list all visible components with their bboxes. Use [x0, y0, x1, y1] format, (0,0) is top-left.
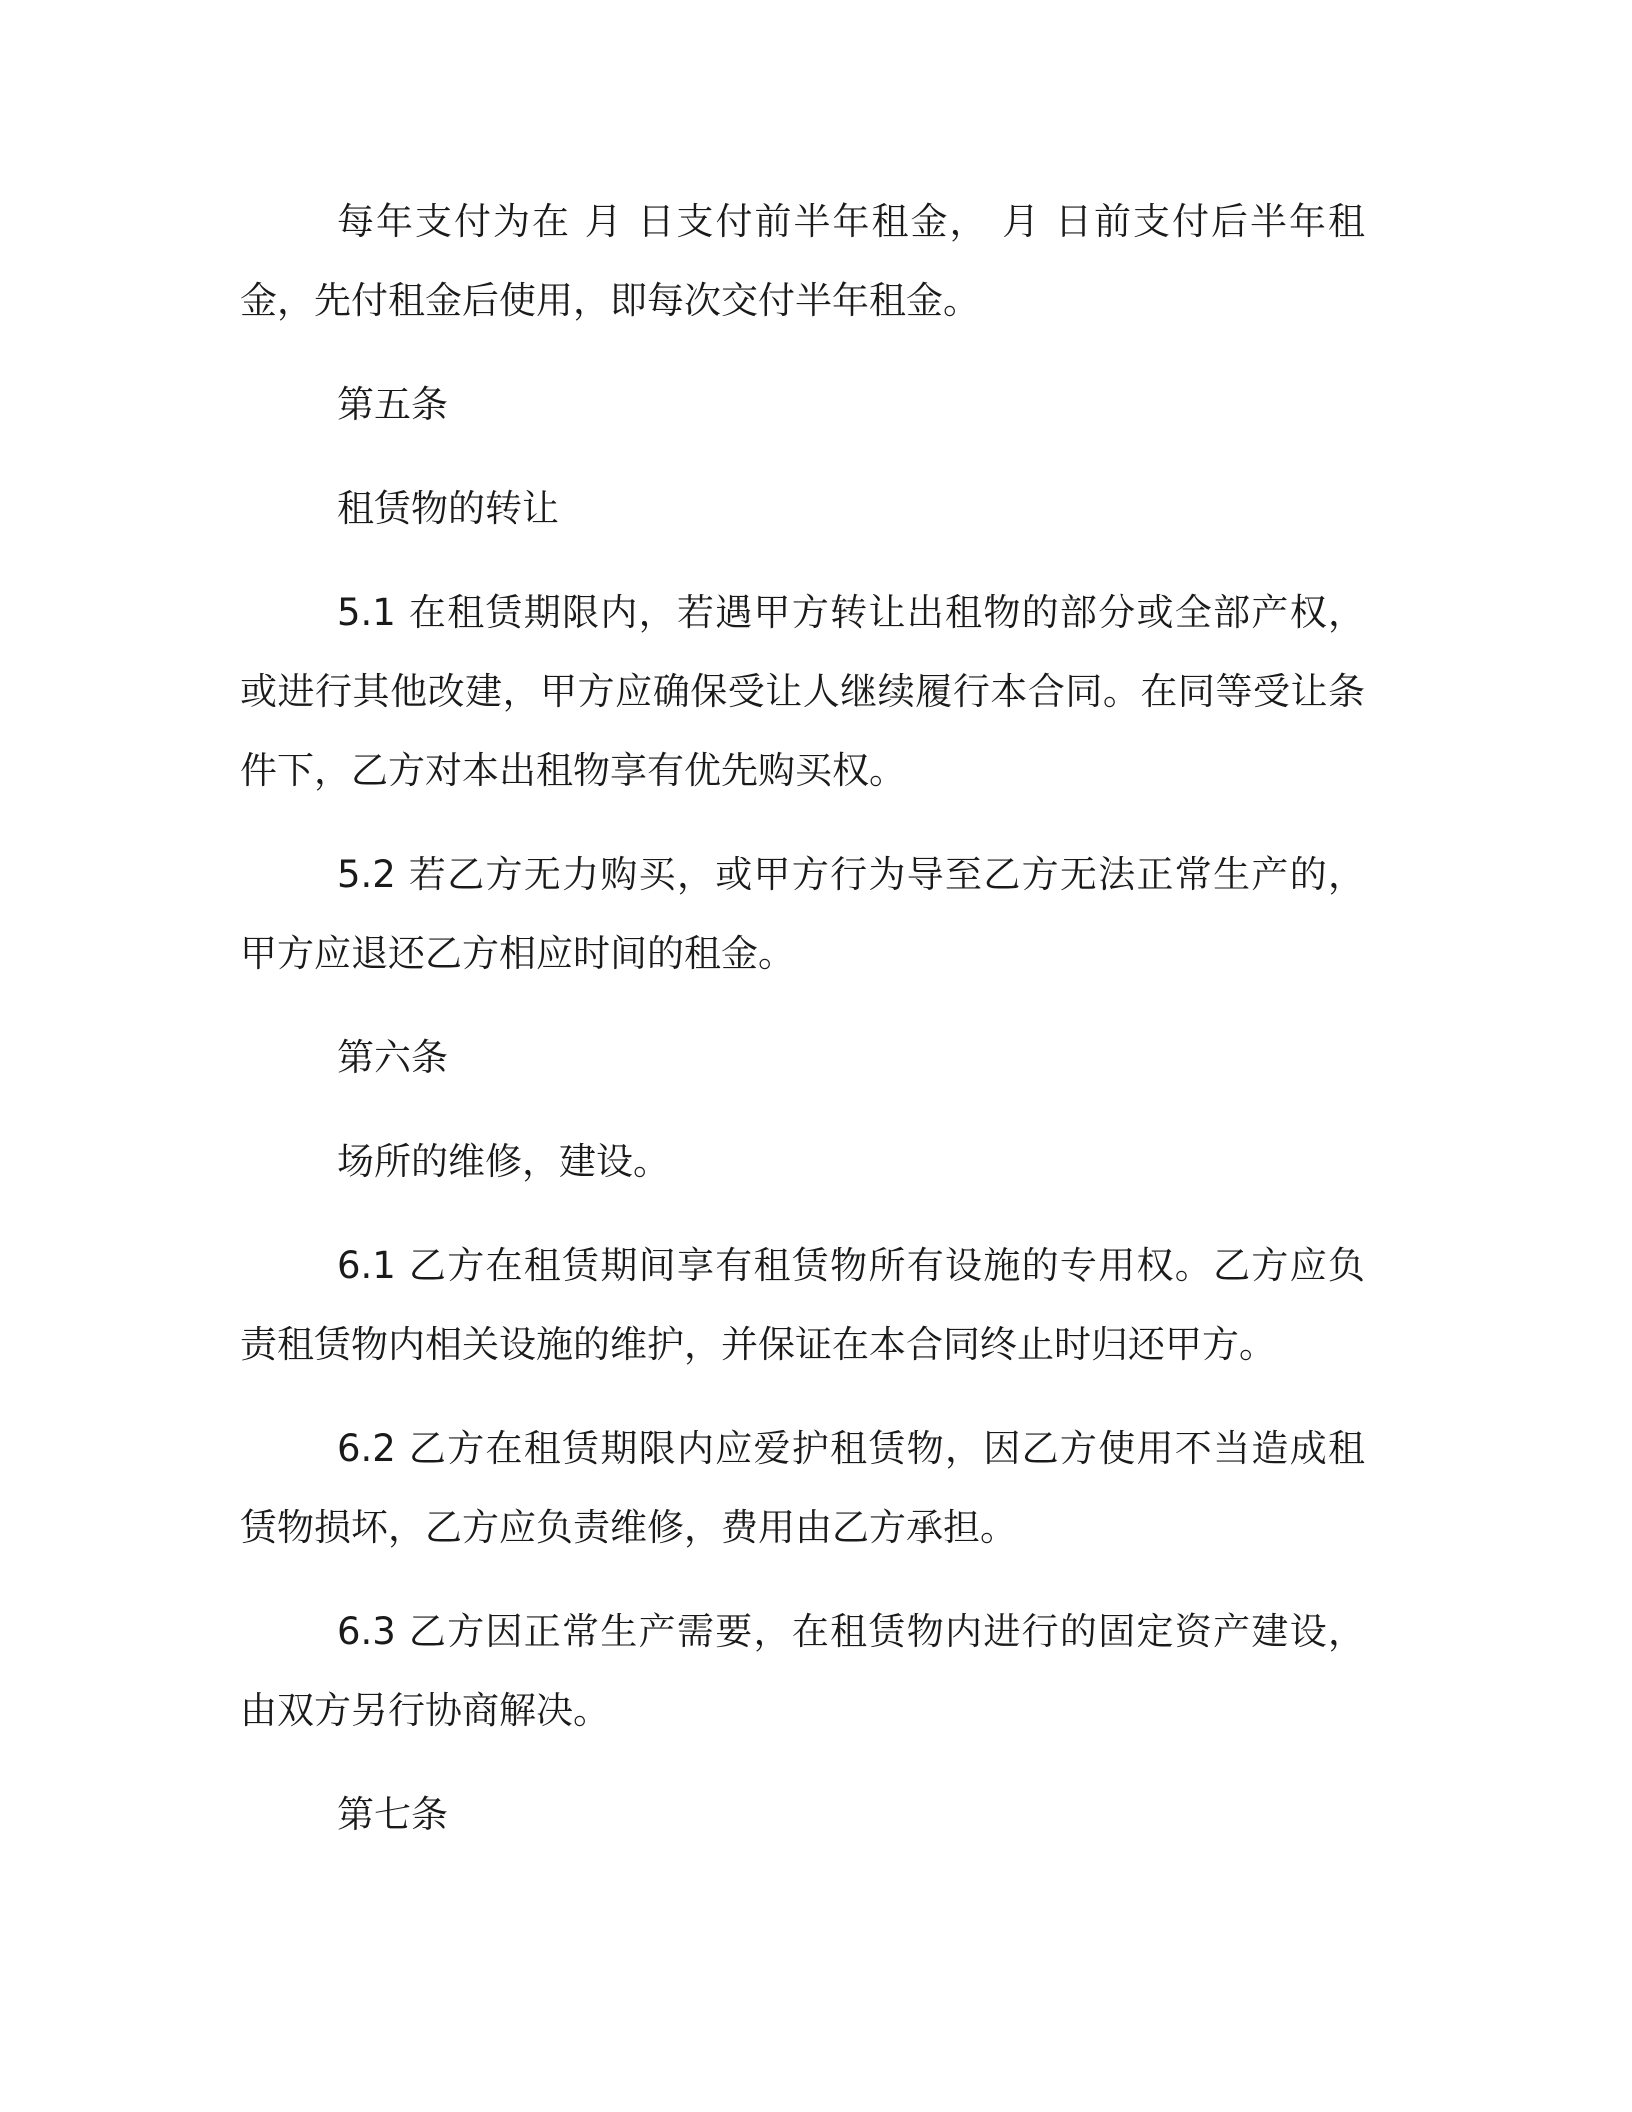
article-6-title: 场所的维修，建设。: [337, 1140, 670, 1183]
clause-6-3: 6.3 乙方因正常生产需要，在租赁物内进行的固定资产建设，由双方另行协商解决。: [240, 1610, 1365, 1732]
document-body: [240, 182, 1365, 1879]
article-5-title: 租赁物的转让: [337, 487, 559, 530]
article-5-heading: 第五条: [337, 383, 448, 426]
clause-5-1: 5.1 在租赁期限内，若遇甲方转让出租物的部分或全部产权，或进行其他改建，甲方应确保受让人继续履行本合同。在同等受让条件下，乙方对本出租物享有优先购买权。: [240, 591, 1365, 792]
clause-5-2: 5.2 若乙方无力购买，或甲方行为导至乙方无法正常生产的，甲方应退还乙方相应时间的租金。: [240, 853, 1365, 975]
clause-6-2: 6.2 乙方在租赁期限内应爱护租赁物，因乙方使用不当造成租赁物损坏，乙方应负责维修，费用由乙方承担。: [240, 1427, 1365, 1549]
article-7-heading: 第七条: [337, 1793, 448, 1836]
article-6-heading: 第六条: [337, 1036, 448, 1079]
clause-6-1: 6.1 乙方在租赁期间享有租赁物所有设施的专用权。乙方应负责租赁物内相关设施的维护，并保证在本合同终止时归还甲方。: [240, 1244, 1365, 1366]
paragraph-rent-payment: 每年支付为在 月 日支付前半年租金， 月 日前支付后半年租金，先付租金后使用，即每次交付半年租金。: [240, 200, 1365, 322]
